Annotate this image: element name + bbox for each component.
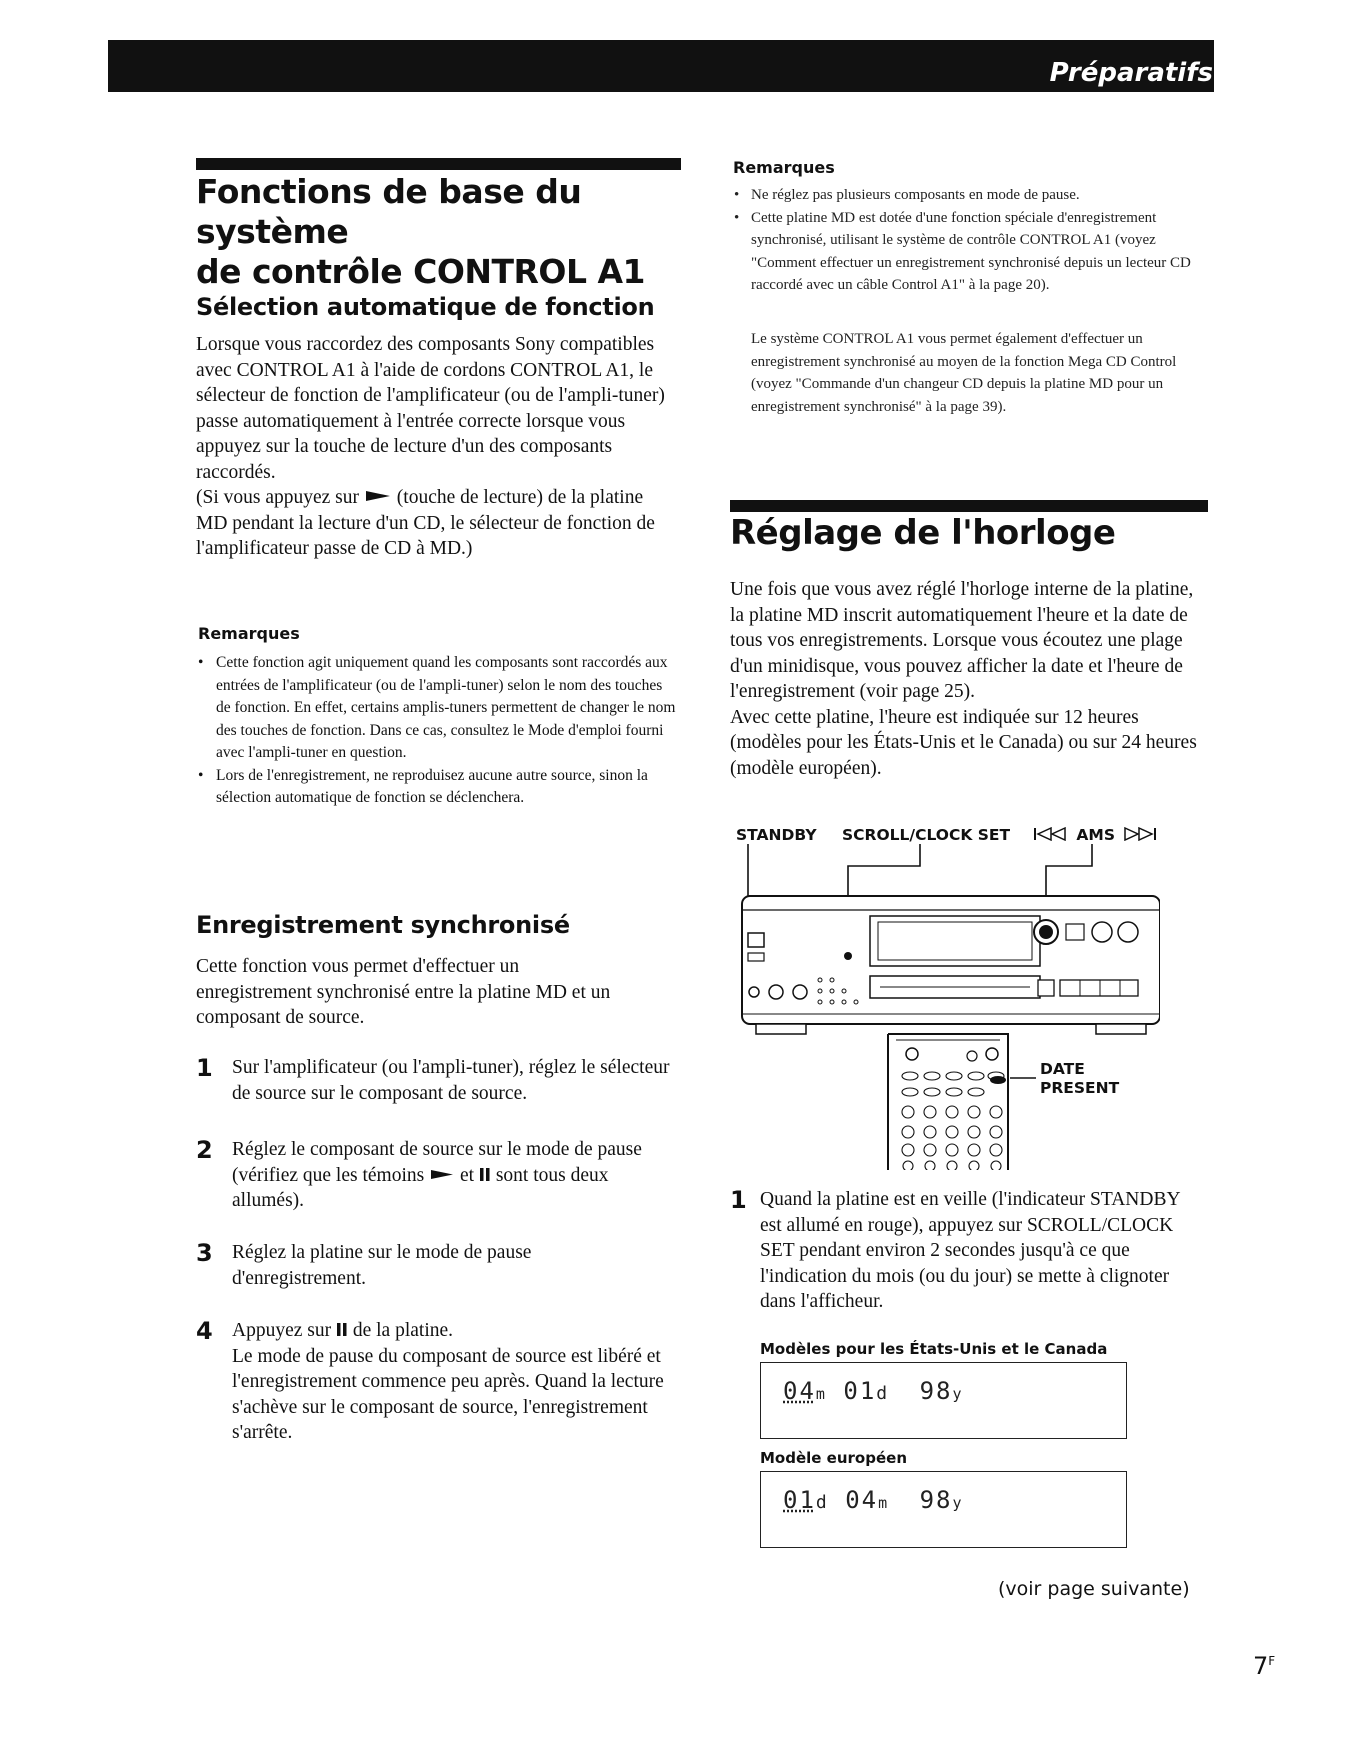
clock-text [730,577,1202,781]
label-date-present: DATE PRESENT [1040,1060,1120,1097]
list-item: • Ne réglez pas plusieurs composants en mode de pause. [733,184,1203,207]
step-text: Quand la platine est en veille (l'indicateur STANDBY est allumé en rouge), appuyez sur SCROLL/CLOCK SET pendant environ 2 secondes jusqu'à ce que l'indication du mois (ou du jour) se mette à clignoter dans l'afficheur. [760,1189,1180,1312]
remote-control [888,1034,1008,1170]
label-standby: STANDBY [736,826,817,844]
clock-title: Réglage de l'horloge [730,513,1116,553]
display-eu [760,1471,1127,1548]
step-text: Réglez la platine sur le mode de pause d'enregistrement. [232,1242,532,1289]
right-remarques-extra: Le système CONTROL A1 vous permet également d'effectuer un enregistrement synchronisé au moyen de la fonction Mega CD Control (voyez "Commande d'un changeur CD depuis la platine MD pour un enregistrement synchronisé" à la page 39). [751,331,1177,415]
display-us-readout: 04m 01d 98y [783,1377,964,1405]
right-remarques-heading: Remarques [733,158,835,177]
clock-paragraph-1: Une fois que vous avez réglé l'horloge interne de la platine, la platine MD inscrit automatiquement l'heure et la date de tous vos enregistrements. Lorsque vous écoutez une plage d'un minidisque, vous pouvez afficher la date et l'heure de l'enregistrement (voir page 25). [730,579,1194,702]
step-number: 3 [196,1239,213,1267]
sync-step-1 [196,1055,686,1115]
display-us-caption: Modèles pour les États-Unis et le Canada [760,1340,1108,1358]
list-item: • Cette platine MD est dotée d'une fonction spéciale d'enregistrement synchronisé, utilisant le système de contrôle CONTROL A1 (voyez "Comment effectuer un enregistrement synchronisé depuis un lecteur CD raccordé avec un câble Control A1" à la page 20). [733,207,1203,297]
clock-step-1 [730,1187,1200,1327]
step-text: Réglez le composant de source sur le mode de pause (vérifiez que les témoins et sont tous deux allumés). [232,1139,642,1211]
step-text: Sur l'amplificateur (ou l'ampli-tuner), réglez le sélecteur de source sur le composant de source. [232,1057,670,1104]
page-title [196,172,716,292]
step-number: 2 [196,1136,213,1164]
sync-step-4 [196,1318,686,1458]
page-title-line1: Fonctions de base du système [196,172,582,251]
play-icon [429,1167,455,1182]
pause-icon [479,1167,491,1182]
clock-paragraph-2: Avec cette platine, l'heure est indiquée sur 12 heures (modèles pour les États-Unis et le Canada) ou sur 24 heures (modèle européen). [730,706,1197,779]
header-band [108,40,1214,92]
page-number: $7^F$ [1253,1652,1276,1680]
clock-title-rule [730,500,1208,512]
skip-forward-icon [1120,827,1158,841]
sync-step-3 [196,1240,686,1300]
sync-intro: Cette fonction vous permet d'effectuer un enregistrement synchronisé entre la platine MD et un composant de source. [196,956,611,1028]
step-text: Appuyez sur de la platine. Le mode de pause du composant de source est libéré et l'enregistrement commence peu après. Quand la lecture s'achève sur le composant de source, l'enregistrement s'arrête. [232,1320,664,1443]
play-icon [364,488,392,504]
step-number: 1 [196,1054,213,1082]
display-eu-caption: Modèle européen [760,1449,907,1467]
auto-selection-note: (Si vous appuyez sur (touche de lecture) de la platine MD pendant la lecture d'un CD, le sélecteur de fonction de l'amplificateur passe de CD à MD.) [196,487,655,559]
title-rule [196,158,681,170]
label-ams: AMS [1033,826,1158,845]
list-item: • Cette fonction agit uniquement quand les composants sont raccordés aux entrées de l'amplificateur (ou de l'ampli-tuner) selon le nom des touches de fonction. En effet, certains amplis-tuners permettent de changer le nom des touches de fonction. Dans ce cas, consultez le Mode d'emploi fourni avec l'ampli-tuner en question. [196,652,676,765]
section-title: Préparatifs [1049,58,1213,88]
continue-note: (voir page suivante) [998,1578,1190,1600]
remarques-heading: Remarques [198,624,300,643]
skip-back-icon [1033,827,1071,841]
page-title-line2: de contrôle CONTROL A1 [196,252,646,291]
pause-icon [336,1322,348,1337]
auto-selection-text [196,332,671,562]
list-item: • Lors de l'enregistrement, ne reproduisez aucune autre source, sinon la sélection automatique de fonction se déclenchera. [196,765,676,810]
auto-selection-heading: Sélection automatique de fonction [196,293,655,321]
auto-selection-paragraph: Lorsque vous raccordez des composants Sony compatibles avec CONTROL A1 à l'aide de cordons CONTROL A1, le sélecteur de fonction de l'amplificateur (ou de l'ampli-tuner) passe automatiquement à l'entrée correcte lorsque vous appuyez sur la touche de lecture d'un des composants raccordés. [196,334,665,483]
deck-body [742,896,1160,1034]
label-scroll-clock-set: SCROLL/CLOCK SET [842,826,1011,844]
blink-digits: 04 [783,1377,816,1405]
step-number: 1 [730,1186,747,1214]
display-eu-readout: 01d 04m 98y [783,1486,964,1514]
display-us [760,1362,1127,1439]
right-remarques-list [733,184,1203,297]
blink-digits: 01 [783,1486,816,1514]
md-deck-diagram [720,840,1160,1170]
remarques-list [196,652,676,810]
sync-heading: Enregistrement synchronisé [196,911,570,939]
step-number: 4 [196,1317,213,1345]
sync-step-2 [196,1137,686,1217]
